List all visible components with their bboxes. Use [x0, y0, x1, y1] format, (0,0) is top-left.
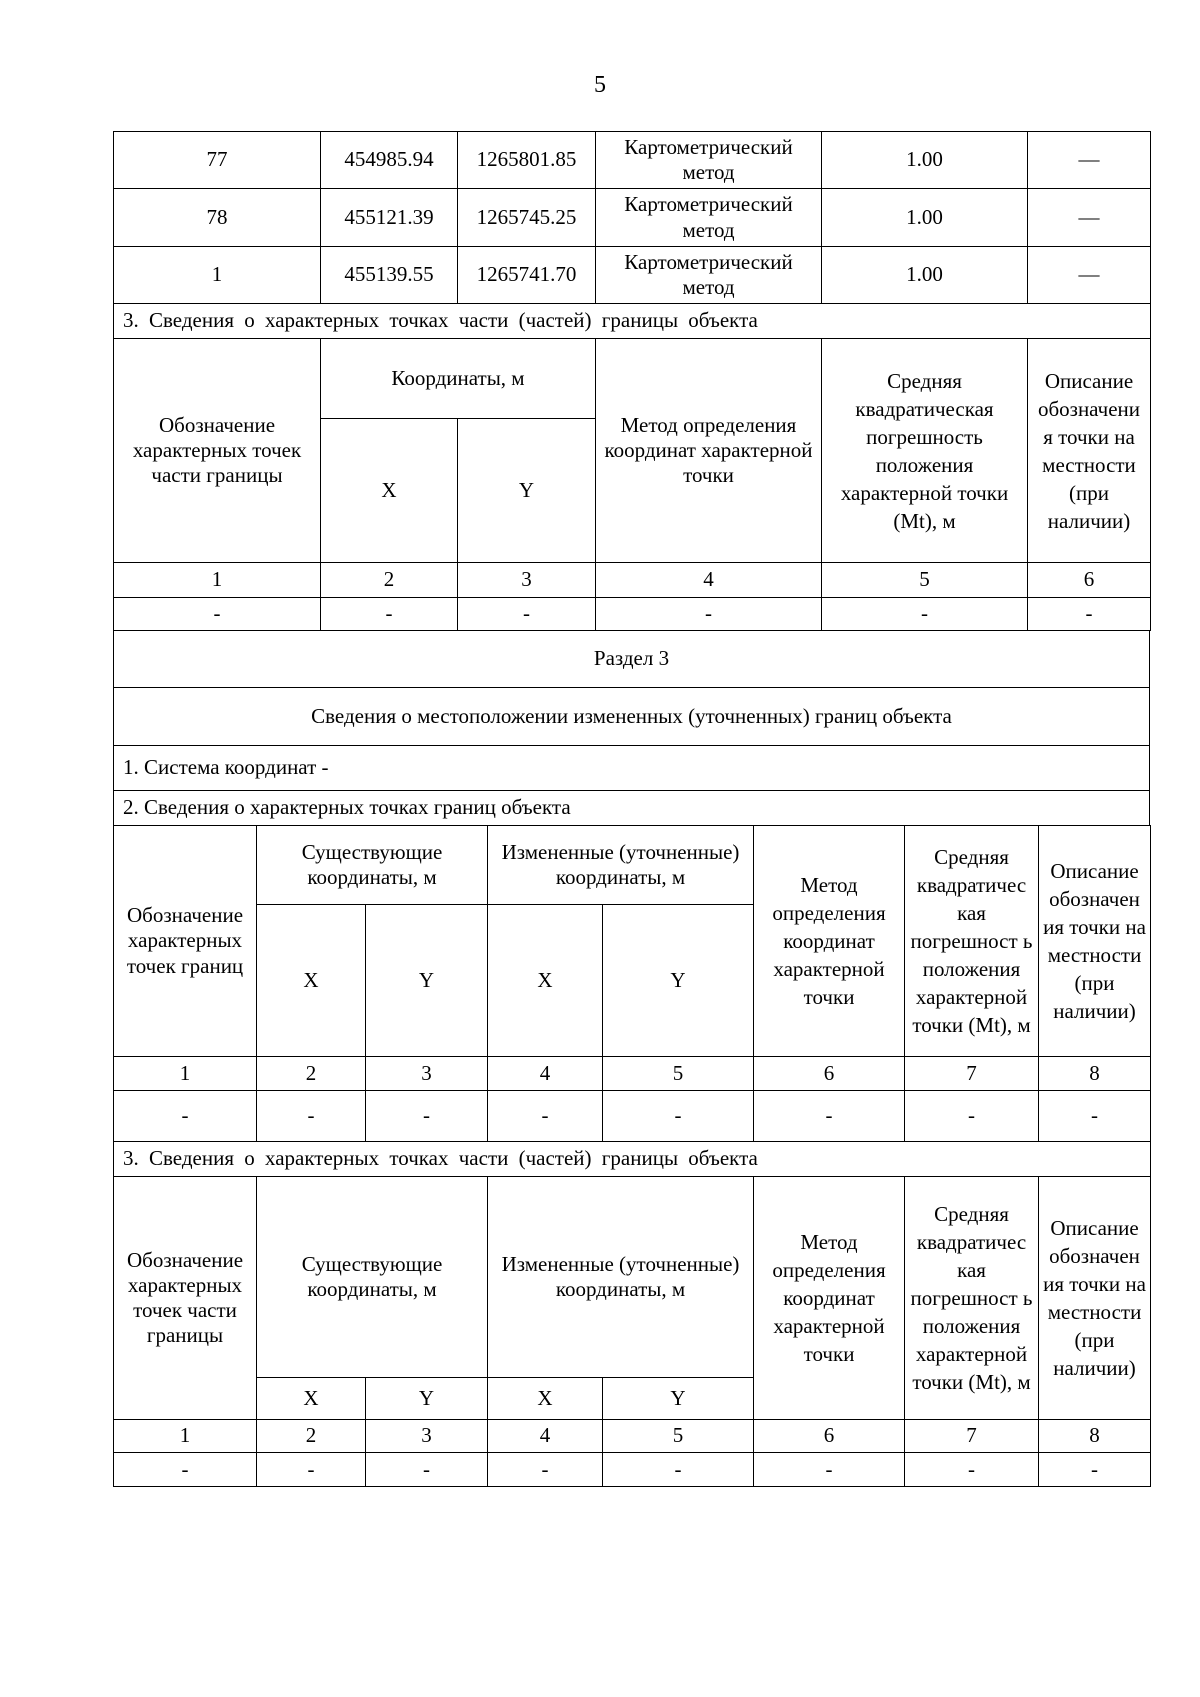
- point-cell: 78: [114, 189, 321, 247]
- error-header: Средняя квадратичес кая погрешност ь положения характерной точки (Mt), м: [905, 826, 1039, 1057]
- y-header: Y: [458, 419, 596, 563]
- coordinate-system: 1. Система координат -: [114, 746, 1150, 791]
- column-number: 2: [321, 563, 458, 598]
- column-number: 1: [114, 1420, 257, 1453]
- column-number: 1: [114, 563, 321, 598]
- empty-cell: -: [1039, 1091, 1151, 1142]
- existing-coords-header: Существующие координаты, м: [257, 1177, 488, 1378]
- changed-coords-header: Измененные (уточненные) координаты, м: [488, 1177, 754, 1378]
- column-number: 5: [603, 1057, 754, 1091]
- empty-cell: -: [257, 1453, 366, 1487]
- description-header: Описание обозначени я точки на местности (при наличии): [1028, 339, 1151, 563]
- column-number: 5: [822, 563, 1028, 598]
- empty-cell: -: [596, 598, 822, 631]
- error-cell: 1.00: [822, 132, 1028, 189]
- section-subtitle: Сведения о местоположении измененных (уточненных) границ объекта: [114, 688, 1150, 746]
- column-number: 4: [596, 563, 822, 598]
- empty-cell: -: [1028, 598, 1151, 631]
- empty-cell: -: [754, 1453, 905, 1487]
- column-number: 6: [754, 1057, 905, 1091]
- empty-cell: -: [603, 1091, 754, 1142]
- method-header: Метод определения координат характерной точки: [754, 826, 905, 1057]
- method-cell: Картометрический метод: [596, 132, 822, 189]
- column-number: 3: [366, 1420, 488, 1453]
- part2-title: 2. Сведения о характерных точках границ объекта: [114, 791, 1150, 826]
- point-cell: 1: [114, 247, 321, 304]
- error-header: Средняя квадратическая погрешность положения характерной точки (Mt), м: [822, 339, 1028, 563]
- column-number: 5: [603, 1420, 754, 1453]
- empty-cell: -: [822, 598, 1028, 631]
- column-number: 6: [754, 1420, 905, 1453]
- empty-cell: -: [114, 598, 321, 631]
- empty-cell: -: [321, 598, 458, 631]
- empty-cell: -: [603, 1453, 754, 1487]
- empty-cell: -: [1039, 1453, 1151, 1487]
- x-cell: 454985.94: [321, 132, 458, 189]
- x-header: X: [321, 419, 458, 563]
- designation-header: Обозначение характерных точек границ: [114, 826, 257, 1057]
- column-number: 4: [488, 1057, 603, 1091]
- empty-cell: -: [366, 1453, 488, 1487]
- y-cell: 1265741.70: [458, 247, 596, 304]
- column-number: 3: [366, 1057, 488, 1091]
- section3-heading-table: [113, 630, 1150, 826]
- x-cell: 455121.39: [321, 189, 458, 247]
- existing-coords-header: Существующие координаты, м: [257, 826, 488, 905]
- desc-cell: —: [1028, 189, 1151, 247]
- empty-cell: -: [754, 1091, 905, 1142]
- designation-header: Обозначение характерных точек части границы: [114, 339, 321, 563]
- x-cell: 455139.55: [321, 247, 458, 304]
- part3-title: 3. Сведения о характерных точках части (частей) границы объекта: [114, 1142, 1151, 1177]
- x-header: X: [488, 1378, 603, 1420]
- description-header: Описание обозначен ия точки на местности (при наличии): [1039, 1177, 1151, 1420]
- designation-header: Обозначение характерных точек части границы: [114, 1177, 257, 1420]
- column-number: 8: [1039, 1057, 1151, 1091]
- table-row: [114, 1091, 1151, 1142]
- table-row: [114, 132, 1151, 189]
- empty-cell: -: [905, 1453, 1039, 1487]
- empty-cell: -: [488, 1453, 603, 1487]
- empty-cell: -: [114, 1453, 257, 1487]
- empty-cell: -: [905, 1091, 1039, 1142]
- empty-cell: -: [488, 1091, 603, 1142]
- error-cell: 1.00: [822, 189, 1028, 247]
- x-header: X: [257, 905, 366, 1057]
- column-number: 3: [458, 563, 596, 598]
- table-row: [114, 1453, 1151, 1487]
- page-number: 5: [594, 72, 606, 98]
- column-number: 6: [1028, 563, 1151, 598]
- desc-cell: —: [1028, 132, 1151, 189]
- section-heading: Раздел 3: [114, 631, 1150, 688]
- empty-cell: -: [366, 1091, 488, 1142]
- table-row: [114, 189, 1151, 247]
- y-cell: 1265745.25: [458, 189, 596, 247]
- description-header: Описание обозначен ия точки на местности (при наличии): [1039, 826, 1151, 1057]
- column-number-row: [114, 1057, 1151, 1091]
- section3-part2-table: [113, 825, 1151, 1487]
- column-number: 8: [1039, 1420, 1151, 1453]
- column-number: 1: [114, 1057, 257, 1091]
- y-header: Y: [366, 1378, 488, 1420]
- table-row: [114, 598, 1151, 631]
- column-number: 7: [905, 1057, 1039, 1091]
- column-number-row: [114, 563, 1151, 598]
- part3-title: 3. Сведения о характерных точках части (частей) границы объекта: [114, 304, 1151, 339]
- error-header: Средняя квадратичес кая погрешност ь положения характерной точки (Mt), м: [905, 1177, 1039, 1420]
- column-number: 7: [905, 1420, 1039, 1453]
- y-cell: 1265801.85: [458, 132, 596, 189]
- method-cell: Картометрический метод: [596, 189, 822, 247]
- coords-header: Координаты, м: [321, 339, 596, 419]
- column-number-row: [114, 1420, 1151, 1453]
- y-header: Y: [603, 905, 754, 1057]
- column-number: 2: [257, 1057, 366, 1091]
- x-header: X: [488, 905, 603, 1057]
- error-cell: 1.00: [822, 247, 1028, 304]
- method-header: Метод определения координат характерной точки: [754, 1177, 905, 1420]
- empty-cell: -: [114, 1091, 257, 1142]
- column-number: 4: [488, 1420, 603, 1453]
- method-cell: Картометрический метод: [596, 247, 822, 304]
- table-row: [114, 247, 1151, 304]
- section2-table: [113, 131, 1151, 631]
- x-header: X: [257, 1378, 366, 1420]
- changed-coords-header: Измененные (уточненные) координаты, м: [488, 826, 754, 905]
- y-header: Y: [603, 1378, 754, 1420]
- column-number: 2: [257, 1420, 366, 1453]
- empty-cell: -: [458, 598, 596, 631]
- point-cell: 77: [114, 132, 321, 189]
- desc-cell: —: [1028, 247, 1151, 304]
- method-header: Метод определения координат характерной точки: [596, 339, 822, 563]
- y-header: Y: [366, 905, 488, 1057]
- empty-cell: -: [257, 1091, 366, 1142]
